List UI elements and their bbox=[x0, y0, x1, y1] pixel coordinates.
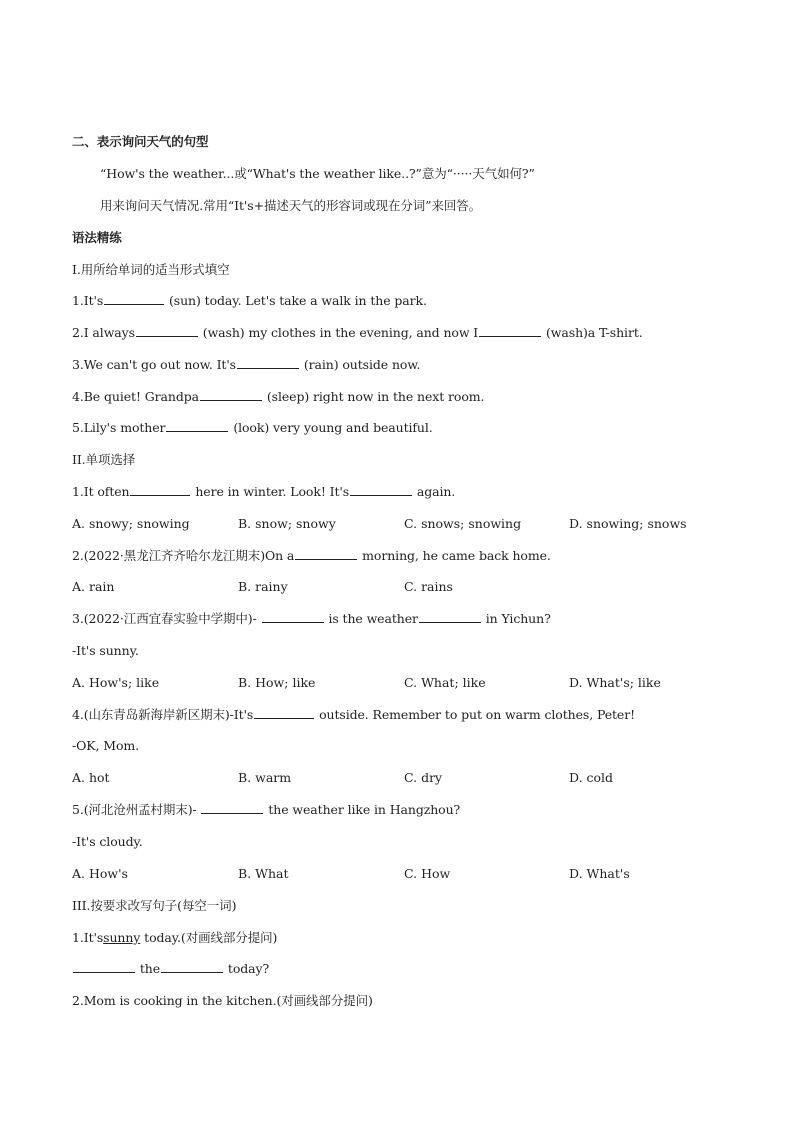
part1-question-4: 4.Be quiet! Grandpa (sleep) right now in the next room. bbox=[72, 389, 485, 404]
answer-blank[interactable] bbox=[136, 325, 198, 337]
section-explanation-line-2: 用来询问天气情况.常用“It's+描述天气的形容词或现在分词”来回答。 bbox=[100, 198, 482, 213]
answer-blank[interactable] bbox=[73, 961, 135, 973]
option-b[interactable]: B. snow; snowy bbox=[238, 516, 336, 531]
underlined-word: sunny bbox=[103, 930, 141, 945]
option-c[interactable]: C. What; like bbox=[404, 675, 486, 690]
part1-question-1: 1.It's (sun) today. Let's take a walk in the park. bbox=[72, 293, 427, 308]
option-a[interactable]: A. How's; like bbox=[72, 675, 160, 690]
part3-question-1: 1.It'ssunny today.(对画线部分提问) bbox=[72, 930, 278, 945]
option-b[interactable]: B. What bbox=[238, 866, 289, 881]
part2-question-5-answer: -It's cloudy. bbox=[72, 834, 143, 849]
answer-blank[interactable] bbox=[130, 484, 190, 496]
part2-question-3: 3.(2022·江西宜春实验中学期中)- is the weather in Yichun? bbox=[72, 611, 551, 626]
option-c[interactable]: C. rains bbox=[404, 579, 453, 594]
part2-question-2: 2.(2022·黑龙江齐齐哈尔龙江期末)On a morning, he came back home. bbox=[72, 548, 551, 563]
section-heading: 二、表示询问天气的句型 bbox=[72, 134, 209, 149]
option-c[interactable]: C. dry bbox=[404, 770, 443, 785]
part2-question-5: 5.(河北沧州孟村期末)- the weather like in Hangzhou? bbox=[72, 802, 461, 817]
answer-blank[interactable] bbox=[479, 325, 541, 337]
part3-title: III.按要求改写句子(每空一词) bbox=[72, 898, 237, 913]
answer-blank[interactable] bbox=[262, 611, 324, 623]
practice-title: 语法精练 bbox=[72, 230, 122, 245]
option-d[interactable]: D. cold bbox=[569, 770, 614, 785]
option-b[interactable]: B. warm bbox=[238, 770, 292, 785]
part3-question-2: 2.Mom is cooking in the kitchen.(对画线部分提问) bbox=[72, 993, 373, 1008]
part1-title: I.用所给单词的适当形式填空 bbox=[72, 262, 230, 277]
option-b[interactable]: B. rainy bbox=[238, 579, 288, 594]
part1-question-5: 5.Lily's mother (look) very young and beautiful. bbox=[72, 420, 433, 435]
option-b[interactable]: B. How; like bbox=[238, 675, 316, 690]
option-d[interactable]: D. What's bbox=[569, 866, 630, 881]
option-a[interactable]: A. rain bbox=[72, 579, 115, 594]
part1-question-2: 2.I always (wash) my clothes in the evening, and now I (wash)a T-shirt. bbox=[72, 325, 643, 340]
part2-question-4: 4.(山东青岛新海岸新区期末)-It's outside. Remember to put on warm clothes, Peter! bbox=[72, 707, 636, 722]
option-d[interactable]: D. What's; like bbox=[569, 675, 661, 690]
option-c[interactable]: C. How bbox=[404, 866, 451, 881]
part2-question-3-answer: -It's sunny. bbox=[72, 643, 139, 658]
option-c[interactable]: C. snows; snowing bbox=[404, 516, 522, 531]
option-a[interactable]: A. hot bbox=[72, 770, 110, 785]
answer-blank[interactable] bbox=[295, 548, 357, 560]
option-a[interactable]: A. How's bbox=[72, 866, 128, 881]
part3-question-1-answer-line: the today? bbox=[72, 961, 269, 977]
part2-question-4-answer: -OK, Mom. bbox=[72, 738, 140, 753]
answer-blank[interactable] bbox=[254, 707, 314, 719]
section-explanation-line-1: “How's the weather...或“What's the weather like..?”意为“·····天气如何?” bbox=[100, 166, 535, 181]
answer-blank[interactable] bbox=[350, 484, 412, 496]
part2-question-1: 1.It often here in winter. Look! It's again. bbox=[72, 484, 456, 499]
part2-title: II.单项选择 bbox=[72, 452, 136, 467]
answer-blank[interactable] bbox=[200, 389, 262, 401]
answer-blank[interactable] bbox=[104, 293, 164, 305]
answer-blank[interactable] bbox=[166, 420, 228, 432]
part1-question-3: 3.We can't go out now. It's (rain) outside now. bbox=[72, 357, 421, 372]
answer-blank[interactable] bbox=[201, 802, 263, 814]
answer-blank[interactable] bbox=[161, 961, 223, 973]
option-d[interactable]: D. snowing; snows bbox=[569, 516, 687, 531]
answer-blank[interactable] bbox=[237, 357, 299, 369]
option-a[interactable]: A. snowy; snowing bbox=[72, 516, 190, 531]
answer-blank[interactable] bbox=[419, 611, 481, 623]
